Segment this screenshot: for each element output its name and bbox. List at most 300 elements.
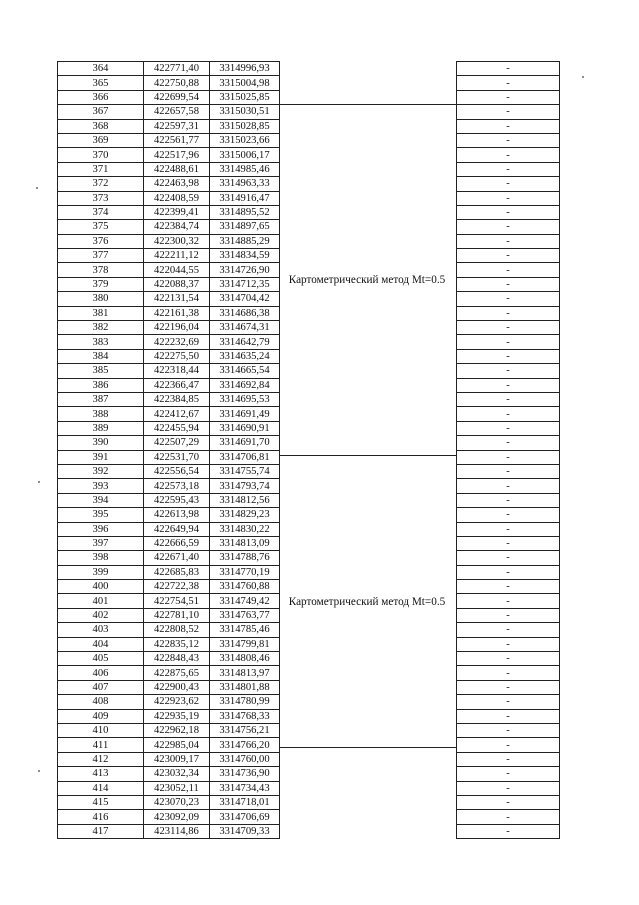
mark-cell: - xyxy=(457,364,560,378)
x-coordinate-cell: 422412,67 xyxy=(144,407,210,421)
point-number-cell: 416 xyxy=(58,810,144,824)
y-coordinate-cell: 3314780,99 xyxy=(210,695,280,709)
x-coordinate-cell: 422699,54 xyxy=(144,90,210,104)
mark-row xyxy=(457,335,560,349)
x-coordinate-cell: 422750,88 xyxy=(144,76,210,90)
mark-cell: - xyxy=(457,76,560,90)
mark-cell: - xyxy=(457,781,560,795)
point-number-cell: 401 xyxy=(58,594,144,608)
mark-cell: - xyxy=(457,522,560,536)
y-coordinate-cell: 3314813,09 xyxy=(210,536,280,550)
point-number-cell: 411 xyxy=(58,738,144,752)
mark-row xyxy=(457,249,560,263)
point-number-cell: 366 xyxy=(58,90,144,104)
x-coordinate-cell: 422595,43 xyxy=(144,493,210,507)
mark-cell: - xyxy=(457,493,560,507)
table-row xyxy=(58,810,280,824)
mark-cell: - xyxy=(457,594,560,608)
scan-speck xyxy=(36,187,38,189)
x-coordinate-cell: 422835,12 xyxy=(144,637,210,651)
table-row xyxy=(58,594,280,608)
table-row xyxy=(58,752,280,766)
mark-row xyxy=(457,220,560,234)
x-coordinate-cell: 422781,10 xyxy=(144,608,210,622)
x-coordinate-cell: 422771,40 xyxy=(144,62,210,76)
mark-row xyxy=(457,162,560,176)
point-number-cell: 384 xyxy=(58,349,144,363)
y-coordinate-cell: 3314760,00 xyxy=(210,752,280,766)
x-coordinate-cell: 422754,51 xyxy=(144,594,210,608)
group-divider-bottom xyxy=(279,747,456,748)
y-coordinate-cell: 3314916,47 xyxy=(210,191,280,205)
mark-row xyxy=(457,191,560,205)
mark-row xyxy=(457,594,560,608)
x-coordinate-cell: 422384,74 xyxy=(144,220,210,234)
table-row xyxy=(58,349,280,363)
y-coordinate-cell: 3315030,51 xyxy=(210,105,280,119)
mark-row xyxy=(457,652,560,666)
mark-cell: - xyxy=(457,752,560,766)
mark-cell: - xyxy=(457,62,560,76)
x-coordinate-cell: 422531,70 xyxy=(144,450,210,464)
x-coordinate-cell: 422573,18 xyxy=(144,479,210,493)
y-coordinate-cell: 3314885,29 xyxy=(210,234,280,248)
x-coordinate-cell: 422366,47 xyxy=(144,378,210,392)
x-coordinate-cell: 422657,58 xyxy=(144,105,210,119)
mark-cell: - xyxy=(457,464,560,478)
y-coordinate-cell: 3314665,54 xyxy=(210,364,280,378)
x-coordinate-cell: 422808,52 xyxy=(144,623,210,637)
point-number-cell: 415 xyxy=(58,795,144,809)
x-coordinate-cell: 422488,61 xyxy=(144,162,210,176)
table-row xyxy=(58,220,280,234)
y-coordinate-cell: 3314718,01 xyxy=(210,795,280,809)
point-number-cell: 395 xyxy=(58,508,144,522)
x-coordinate-cell: 422455,94 xyxy=(144,421,210,435)
y-coordinate-cell: 3314808,46 xyxy=(210,652,280,666)
mark-row xyxy=(457,321,560,335)
table-row xyxy=(58,249,280,263)
mark-cell: - xyxy=(457,249,560,263)
x-coordinate-cell: 422613,98 xyxy=(144,508,210,522)
y-coordinate-cell: 3314812,56 xyxy=(210,493,280,507)
mark-cell: - xyxy=(457,234,560,248)
x-coordinate-cell: 422517,96 xyxy=(144,148,210,162)
mark-row xyxy=(457,810,560,824)
point-number-cell: 373 xyxy=(58,191,144,205)
point-number-cell: 396 xyxy=(58,522,144,536)
point-number-cell: 364 xyxy=(58,62,144,76)
mark-cell: - xyxy=(457,421,560,435)
mark-cell: - xyxy=(457,292,560,306)
point-number-cell: 403 xyxy=(58,623,144,637)
x-coordinate-cell: 422463,98 xyxy=(144,177,210,191)
mark-cell: - xyxy=(457,148,560,162)
table-row xyxy=(58,536,280,550)
mark-row xyxy=(457,105,560,119)
point-number-cell: 402 xyxy=(58,608,144,622)
table-row xyxy=(58,781,280,795)
x-coordinate-cell: 422671,40 xyxy=(144,551,210,565)
x-coordinate-cell: 422275,50 xyxy=(144,349,210,363)
table-row xyxy=(58,364,280,378)
table-row xyxy=(58,824,280,838)
point-number-cell: 376 xyxy=(58,234,144,248)
point-number-cell: 372 xyxy=(58,177,144,191)
table-row xyxy=(58,205,280,219)
table-row xyxy=(58,695,280,709)
x-coordinate-cell: 422685,83 xyxy=(144,565,210,579)
table-row xyxy=(58,508,280,522)
y-coordinate-cell: 3314897,65 xyxy=(210,220,280,234)
x-coordinate-cell: 422196,04 xyxy=(144,321,210,335)
mark-cell: - xyxy=(457,767,560,781)
mark-cell: - xyxy=(457,306,560,320)
point-number-cell: 391 xyxy=(58,450,144,464)
y-coordinate-cell: 3314895,52 xyxy=(210,205,280,219)
y-coordinate-cell: 3314755,74 xyxy=(210,464,280,478)
table-row xyxy=(58,234,280,248)
mark-cell: - xyxy=(457,335,560,349)
table-row xyxy=(58,551,280,565)
mark-cell: - xyxy=(457,666,560,680)
mark-row xyxy=(457,263,560,277)
mark-cell: - xyxy=(457,277,560,291)
x-coordinate-cell: 422161,38 xyxy=(144,306,210,320)
y-coordinate-cell: 3314985,46 xyxy=(210,162,280,176)
mark-cell: - xyxy=(457,105,560,119)
x-coordinate-cell: 422666,59 xyxy=(144,536,210,550)
point-number-cell: 407 xyxy=(58,680,144,694)
mark-row xyxy=(457,623,560,637)
point-number-cell: 389 xyxy=(58,421,144,435)
y-coordinate-cell: 3314712,35 xyxy=(210,277,280,291)
x-coordinate-cell: 422399,41 xyxy=(144,205,210,219)
point-number-cell: 378 xyxy=(58,263,144,277)
table-row xyxy=(58,277,280,291)
mark-row xyxy=(457,450,560,464)
y-coordinate-cell: 3314709,33 xyxy=(210,824,280,838)
table-row xyxy=(58,177,280,191)
mark-row xyxy=(457,364,560,378)
x-coordinate-cell: 422900,43 xyxy=(144,680,210,694)
mark-row xyxy=(457,608,560,622)
mark-row xyxy=(457,580,560,594)
table-row xyxy=(58,479,280,493)
point-number-cell: 404 xyxy=(58,637,144,651)
mark-cell: - xyxy=(457,90,560,104)
x-coordinate-cell: 422848,43 xyxy=(144,652,210,666)
scan-speck xyxy=(582,76,584,78)
mark-cell: - xyxy=(457,680,560,694)
mark-row xyxy=(457,781,560,795)
point-number-cell: 397 xyxy=(58,536,144,550)
mark-cell: - xyxy=(457,321,560,335)
point-number-cell: 385 xyxy=(58,364,144,378)
mark-cell: - xyxy=(457,695,560,709)
point-number-cell: 410 xyxy=(58,723,144,737)
point-number-cell: 408 xyxy=(58,695,144,709)
mark-row xyxy=(457,119,560,133)
point-number-cell: 379 xyxy=(58,277,144,291)
mark-row xyxy=(457,349,560,363)
mark-row xyxy=(457,536,560,550)
x-coordinate-cell: 422561,77 xyxy=(144,133,210,147)
point-number-cell: 413 xyxy=(58,767,144,781)
x-coordinate-cell: 423052,11 xyxy=(144,781,210,795)
table-row xyxy=(58,493,280,507)
mark-cell: - xyxy=(457,220,560,234)
table-row xyxy=(58,522,280,536)
y-coordinate-cell: 3314695,53 xyxy=(210,392,280,406)
point-number-cell: 392 xyxy=(58,464,144,478)
table-row xyxy=(58,580,280,594)
point-number-cell: 370 xyxy=(58,148,144,162)
y-coordinate-cell: 3315025,85 xyxy=(210,90,280,104)
point-number-cell: 412 xyxy=(58,752,144,766)
y-coordinate-cell: 3314768,33 xyxy=(210,709,280,723)
point-number-cell: 368 xyxy=(58,119,144,133)
y-coordinate-cell: 3314692,84 xyxy=(210,378,280,392)
mark-cell: - xyxy=(457,652,560,666)
group-divider-middle xyxy=(279,455,456,456)
mark-row xyxy=(457,522,560,536)
table-row xyxy=(58,292,280,306)
mark-row xyxy=(457,695,560,709)
point-number-cell: 398 xyxy=(58,551,144,565)
group-divider-top xyxy=(279,104,456,105)
y-coordinate-cell: 3314726,90 xyxy=(210,263,280,277)
y-coordinate-cell: 3314686,38 xyxy=(210,306,280,320)
table-row xyxy=(58,133,280,147)
point-number-cell: 417 xyxy=(58,824,144,838)
x-coordinate-cell: 422408,59 xyxy=(144,191,210,205)
table-row xyxy=(58,565,280,579)
y-coordinate-cell: 3314963,33 xyxy=(210,177,280,191)
x-coordinate-cell: 422131,54 xyxy=(144,292,210,306)
table-row xyxy=(58,335,280,349)
point-number-cell: 387 xyxy=(58,392,144,406)
mark-row xyxy=(457,62,560,76)
mark-cell: - xyxy=(457,162,560,176)
point-number-cell: 374 xyxy=(58,205,144,219)
table-row xyxy=(58,119,280,133)
table-row xyxy=(58,450,280,464)
point-number-cell: 380 xyxy=(58,292,144,306)
x-coordinate-cell: 422211,12 xyxy=(144,249,210,263)
x-coordinate-cell: 422875,65 xyxy=(144,666,210,680)
point-number-cell: 375 xyxy=(58,220,144,234)
mark-cell: - xyxy=(457,623,560,637)
y-coordinate-cell: 3315023,66 xyxy=(210,133,280,147)
mark-row xyxy=(457,551,560,565)
mark-row xyxy=(457,709,560,723)
table-row xyxy=(58,62,280,76)
y-coordinate-cell: 3314635,24 xyxy=(210,349,280,363)
y-coordinate-cell: 3314801,88 xyxy=(210,680,280,694)
point-number-cell: 399 xyxy=(58,565,144,579)
point-number-cell: 369 xyxy=(58,133,144,147)
mark-row xyxy=(457,421,560,435)
x-coordinate-cell: 423009,17 xyxy=(144,752,210,766)
y-coordinate-cell: 3314674,31 xyxy=(210,321,280,335)
y-coordinate-cell: 3314749,42 xyxy=(210,594,280,608)
mark-row xyxy=(457,666,560,680)
x-coordinate-cell: 422044,55 xyxy=(144,263,210,277)
mark-row xyxy=(457,464,560,478)
y-coordinate-cell: 3314706,81 xyxy=(210,450,280,464)
point-number-cell: 400 xyxy=(58,580,144,594)
point-number-cell: 382 xyxy=(58,321,144,335)
table-row xyxy=(58,90,280,104)
table-row xyxy=(58,148,280,162)
y-coordinate-cell: 3314734,43 xyxy=(210,781,280,795)
y-coordinate-cell: 3314736,90 xyxy=(210,767,280,781)
x-coordinate-cell: 422556,54 xyxy=(144,464,210,478)
mark-cell: - xyxy=(457,536,560,550)
mark-row xyxy=(457,723,560,737)
mark-row xyxy=(457,493,560,507)
mark-cell: - xyxy=(457,723,560,737)
y-coordinate-cell: 3314770,19 xyxy=(210,565,280,579)
x-coordinate-cell: 422722,38 xyxy=(144,580,210,594)
y-coordinate-cell: 3314813,97 xyxy=(210,666,280,680)
mark-cell: - xyxy=(457,450,560,464)
table-row xyxy=(58,76,280,90)
mark-cell: - xyxy=(457,407,560,421)
point-number-cell: 393 xyxy=(58,479,144,493)
y-coordinate-cell: 3314793,74 xyxy=(210,479,280,493)
point-number-cell: 365 xyxy=(58,76,144,90)
point-number-cell: 381 xyxy=(58,306,144,320)
mark-cell: - xyxy=(457,177,560,191)
mark-cell: - xyxy=(457,133,560,147)
mark-cell: - xyxy=(457,349,560,363)
method-label-1: Картометрический метод Mt=0.5 xyxy=(288,274,446,286)
mark-row xyxy=(457,392,560,406)
x-coordinate-cell: 423070,23 xyxy=(144,795,210,809)
y-coordinate-cell: 3314763,77 xyxy=(210,608,280,622)
table-row xyxy=(58,162,280,176)
table-row xyxy=(58,464,280,478)
y-coordinate-cell: 3314704,42 xyxy=(210,292,280,306)
mark-row xyxy=(457,133,560,147)
point-number-cell: 394 xyxy=(58,493,144,507)
mark-cell: - xyxy=(457,378,560,392)
table-row xyxy=(58,637,280,651)
mark-row xyxy=(457,407,560,421)
mark-cell: - xyxy=(457,479,560,493)
y-coordinate-cell: 3314642,79 xyxy=(210,335,280,349)
mark-cell: - xyxy=(457,508,560,522)
mark-row xyxy=(457,234,560,248)
point-number-cell: 371 xyxy=(58,162,144,176)
table-row xyxy=(58,191,280,205)
mark-row xyxy=(457,508,560,522)
mark-cell: - xyxy=(457,709,560,723)
y-coordinate-cell: 3314834,59 xyxy=(210,249,280,263)
point-number-cell: 406 xyxy=(58,666,144,680)
mark-cell: - xyxy=(457,119,560,133)
mark-cell: - xyxy=(457,580,560,594)
mark-row xyxy=(457,292,560,306)
y-coordinate-cell: 3315028,85 xyxy=(210,119,280,133)
method-label-2: Картометрический метод Mt=0.5 xyxy=(288,596,446,608)
mark-row xyxy=(457,90,560,104)
mark-row xyxy=(457,306,560,320)
table-row xyxy=(58,407,280,421)
y-coordinate-cell: 3315006,17 xyxy=(210,148,280,162)
y-coordinate-cell: 3314788,76 xyxy=(210,551,280,565)
point-number-cell: 388 xyxy=(58,407,144,421)
table-row xyxy=(58,795,280,809)
table-row xyxy=(58,263,280,277)
table-row xyxy=(58,378,280,392)
mark-cell: - xyxy=(457,392,560,406)
mark-cell: - xyxy=(457,810,560,824)
mark-cell: - xyxy=(457,191,560,205)
y-coordinate-cell: 3315004,98 xyxy=(210,76,280,90)
y-coordinate-cell: 3314829,23 xyxy=(210,508,280,522)
point-number-cell: 414 xyxy=(58,781,144,795)
point-number-cell: 383 xyxy=(58,335,144,349)
mark-row xyxy=(457,277,560,291)
y-coordinate-cell: 3314799,81 xyxy=(210,637,280,651)
x-coordinate-cell: 422985,04 xyxy=(144,738,210,752)
point-number-cell: 386 xyxy=(58,378,144,392)
y-coordinate-cell: 3314691,49 xyxy=(210,407,280,421)
x-coordinate-cell: 423092,09 xyxy=(144,810,210,824)
x-coordinate-cell: 422300,32 xyxy=(144,234,210,248)
x-coordinate-cell: 422507,29 xyxy=(144,436,210,450)
mark-row xyxy=(457,738,560,752)
mark-cell: - xyxy=(457,637,560,651)
mark-row xyxy=(457,479,560,493)
point-number-cell: 390 xyxy=(58,436,144,450)
mark-row xyxy=(457,795,560,809)
mark-cell: - xyxy=(457,795,560,809)
table-row xyxy=(58,623,280,637)
x-coordinate-cell: 422962,18 xyxy=(144,723,210,737)
mark-row xyxy=(457,436,560,450)
mark-row xyxy=(457,680,560,694)
table-row xyxy=(58,680,280,694)
x-coordinate-cell: 423114,86 xyxy=(144,824,210,838)
coordinates-table xyxy=(57,61,280,839)
x-coordinate-cell: 422384,85 xyxy=(144,392,210,406)
table-row xyxy=(58,421,280,435)
y-coordinate-cell: 3314706,69 xyxy=(210,810,280,824)
table-row xyxy=(58,767,280,781)
scan-speck xyxy=(38,770,40,772)
x-coordinate-cell: 422649,94 xyxy=(144,522,210,536)
x-coordinate-cell: 422923,62 xyxy=(144,695,210,709)
mark-cell: - xyxy=(457,738,560,752)
mark-cell: - xyxy=(457,824,560,838)
mark-row xyxy=(457,177,560,191)
y-coordinate-cell: 3314785,46 xyxy=(210,623,280,637)
accuracy-mark-table xyxy=(456,61,560,839)
y-coordinate-cell: 3314830,22 xyxy=(210,522,280,536)
mark-row xyxy=(457,767,560,781)
point-number-cell: 409 xyxy=(58,709,144,723)
x-coordinate-cell: 422232,69 xyxy=(144,335,210,349)
table-row xyxy=(58,723,280,737)
mark-cell: - xyxy=(457,436,560,450)
y-coordinate-cell: 3314996,93 xyxy=(210,62,280,76)
mark-row xyxy=(457,565,560,579)
mark-row xyxy=(457,637,560,651)
